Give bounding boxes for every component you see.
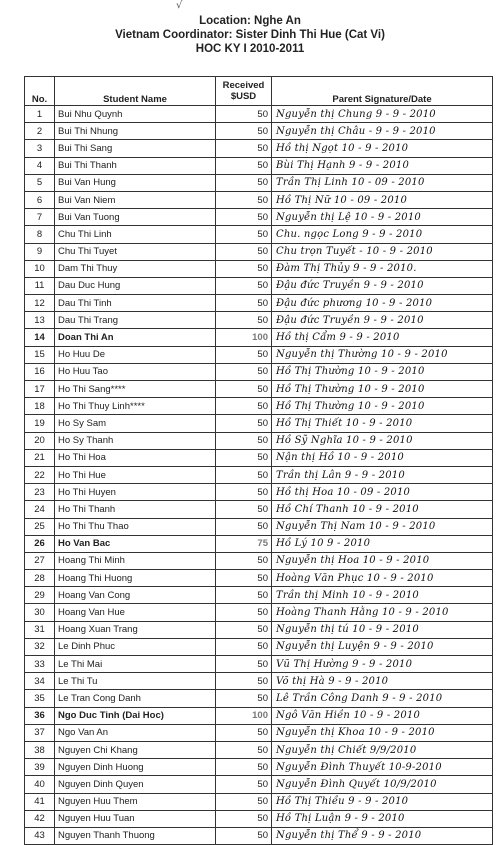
student-name: Chu Thi Tuyet [55, 243, 216, 260]
parent-signature: Nguyễn thị Châu - 9 - 9 - 2010 [272, 123, 493, 140]
row-number: 18 [25, 398, 55, 415]
parent-signature: Nguyễn thị Lệ 10 - 9 - 2010 [272, 209, 493, 226]
student-name: Bui Thi Sang [55, 140, 216, 157]
header-received-top: Received [222, 80, 265, 91]
received-amount: 50 [216, 724, 272, 741]
parent-signature: Nguyễn thị Chung 9 - 9 - 2010 [272, 106, 493, 123]
parent-signature: Chu. ngọc Long 9 - 9 - 2010 [272, 226, 493, 243]
parent-signature: Hồ Chí Thanh 10 - 9 - 2010 [272, 501, 493, 518]
row-number: 38 [25, 741, 55, 758]
received-amount: 50 [216, 381, 272, 398]
row-number: 35 [25, 690, 55, 707]
received-amount: 75 [216, 535, 272, 552]
table-row [25, 174, 493, 191]
received-amount: 50 [216, 810, 272, 827]
row-number: 1 [25, 106, 55, 123]
student-name: Dau Thi Trang [55, 312, 216, 329]
student-name: Ho Thi Thu Thao [55, 518, 216, 535]
row-number: 11 [25, 277, 55, 294]
table-row [25, 415, 493, 432]
table-row [25, 587, 493, 604]
student-name: Ho Thi Hue [55, 466, 216, 483]
received-amount: 50 [216, 209, 272, 226]
table-row [25, 209, 493, 226]
parent-signature: Nguyễn thị Thể 9 - 9 - 2010 [272, 827, 493, 844]
received-amount: 50 [216, 398, 272, 415]
student-name: Nguyen Chi Khang [55, 741, 216, 758]
table-row [25, 432, 493, 449]
table-row [25, 673, 493, 690]
student-name: Le Dinh Phuc [55, 638, 216, 655]
row-number: 22 [25, 466, 55, 483]
row-number: 40 [25, 776, 55, 793]
parent-signature: Hồ Thị Thiều 9 - 9 - 2010 [272, 793, 493, 810]
table-row [25, 604, 493, 621]
table-row [25, 381, 493, 398]
received-amount: 50 [216, 776, 272, 793]
received-amount: 50 [216, 157, 272, 174]
parent-signature: Đậu đức Truyền 9 - 9 - 2010 [272, 277, 493, 294]
table-header-row [25, 77, 493, 106]
tick-mark: √ [176, 0, 183, 11]
table-row [25, 243, 493, 260]
parent-signature: Hồ thị Hoa 10 - 09 - 2010 [272, 484, 493, 501]
parent-signature: Hồ Thị Thường 10 - 9 - 2010 [272, 363, 493, 380]
table-row [25, 363, 493, 380]
student-name: Hoang Thi Minh [55, 552, 216, 569]
received-amount: 50 [216, 415, 272, 432]
parent-signature: Vũ Thị Hường 9 - 9 - 2010 [272, 656, 493, 673]
header-no: No. [25, 77, 55, 106]
student-name: Nguyen Dinh Huong [55, 759, 216, 776]
parent-signature: Lê Trần Công Danh 9 - 9 - 2010 [272, 690, 493, 707]
student-name: Le Thi Tu [55, 673, 216, 690]
table-row [25, 346, 493, 363]
row-number: 43 [25, 827, 55, 844]
table-row [25, 157, 493, 174]
received-amount: 50 [216, 673, 272, 690]
student-name: Doan Thi An [55, 329, 216, 346]
document-header [0, 14, 500, 56]
table-row [25, 776, 493, 793]
received-amount: 50 [216, 484, 272, 501]
row-number: 12 [25, 295, 55, 312]
received-amount: 50 [216, 604, 272, 621]
table-row [25, 449, 493, 466]
table-row [25, 260, 493, 277]
received-amount: 50 [216, 759, 272, 776]
table-row [25, 638, 493, 655]
received-amount: 50 [216, 346, 272, 363]
row-number: 29 [25, 587, 55, 604]
received-amount: 50 [216, 656, 272, 673]
received-amount: 50 [216, 741, 272, 758]
student-name: Hoang Thi Huong [55, 570, 216, 587]
table-row [25, 484, 493, 501]
row-number: 19 [25, 415, 55, 432]
row-number: 24 [25, 501, 55, 518]
parent-signature: Nguyễn thị Chiết 9/9/2010 [272, 741, 493, 758]
student-name: Chu Thi Linh [55, 226, 216, 243]
table-row [25, 191, 493, 208]
parent-signature: Ngô Văn Hiền 10 - 9 - 2010 [272, 707, 493, 724]
row-number: 7 [25, 209, 55, 226]
row-number: 27 [25, 552, 55, 569]
parent-signature: Hồ Sỹ Nghĩa 10 - 9 - 2010 [272, 432, 493, 449]
student-name: Bui Van Hung [55, 174, 216, 191]
table-row [25, 518, 493, 535]
row-number: 17 [25, 381, 55, 398]
parent-signature: Nguyễn thị tú 10 - 9 - 2010 [272, 621, 493, 638]
table-row [25, 226, 493, 243]
student-name: Nguyen Thanh Thuong [55, 827, 216, 844]
parent-signature: Hồ Thị Thường 10 - 9 - 2010 [272, 398, 493, 415]
table-row [25, 827, 493, 844]
student-name: Bui Van Niem [55, 191, 216, 208]
received-amount: 50 [216, 363, 272, 380]
student-name: Ho Sy Sam [55, 415, 216, 432]
received-amount: 50 [216, 106, 272, 123]
table-row [25, 123, 493, 140]
table-row [25, 140, 493, 157]
student-name: Ngo Duc Tinh (Dai Hoc) [55, 707, 216, 724]
student-name: Ngo Van An [55, 724, 216, 741]
student-name: Bui Thi Thanh [55, 157, 216, 174]
row-number: 36 [25, 707, 55, 724]
table-row [25, 552, 493, 569]
table-row [25, 793, 493, 810]
parent-signature: Hồ Thị Thiết 10 - 9 - 2010 [272, 415, 493, 432]
parent-signature: Đàm Thị Thủy 9 - 9 - 2010. [272, 260, 493, 277]
table-row [25, 535, 493, 552]
table-row [25, 759, 493, 776]
header-received [216, 77, 272, 106]
student-name: Nguyen Dinh Quyen [55, 776, 216, 793]
parent-signature: Hồ Thị Thường 10 - 9 - 2010 [272, 381, 493, 398]
row-number: 2 [25, 123, 55, 140]
student-name: Hoang Van Cong [55, 587, 216, 604]
received-amount: 50 [216, 690, 272, 707]
student-name: Hoang Xuan Trang [55, 621, 216, 638]
parent-signature: Hồ thị Cẩm 9 - 9 - 2010 [272, 329, 493, 346]
parent-signature: Nguyễn thị Luyện 9 - 9 - 2010 [272, 638, 493, 655]
header-received-bottom: $USD [230, 91, 257, 102]
row-number: 28 [25, 570, 55, 587]
student-name: Hoang Van Hue [55, 604, 216, 621]
received-amount: 50 [216, 226, 272, 243]
row-number: 34 [25, 673, 55, 690]
row-number: 4 [25, 157, 55, 174]
parent-signature: Trần thị Minh 10 - 9 - 2010 [272, 587, 493, 604]
row-number: 26 [25, 535, 55, 552]
student-name: Ho Thi Thuy Linh**** [55, 398, 216, 415]
table-row [25, 690, 493, 707]
row-number: 33 [25, 656, 55, 673]
received-amount: 50 [216, 140, 272, 157]
student-name: Ho Thi Sang**** [55, 381, 216, 398]
received-amount: 50 [216, 827, 272, 844]
parent-signature: Hồ Thị Luận 9 - 9 - 2010 [272, 810, 493, 827]
parent-signature: Nận thị Hồ 10 - 9 - 2010 [272, 449, 493, 466]
student-name: Dau Duc Hung [55, 277, 216, 294]
received-amount: 50 [216, 312, 272, 329]
parent-signature: Hồ Lý 10 9 - 2010 [272, 535, 493, 552]
parent-signature: Đậu đức Truyền 9 - 9 - 2010 [272, 312, 493, 329]
term-heading: HOC KY I 2010-2011 [195, 43, 305, 55]
parent-signature: Trần Thị Linh 10 - 09 - 2010 [272, 174, 493, 191]
row-number: 16 [25, 363, 55, 380]
student-name: Dam Thi Thuy [55, 260, 216, 277]
row-number: 32 [25, 638, 55, 655]
row-number: 8 [25, 226, 55, 243]
parent-signature: Võ thị Hà 9 - 9 - 2010 [272, 673, 493, 690]
table-row [25, 570, 493, 587]
student-name: Ho Thi Huyen [55, 484, 216, 501]
student-name: Le Tran Cong Danh [55, 690, 216, 707]
row-number: 42 [25, 810, 55, 827]
parent-signature: Chu trọn Tuyết - 10 - 9 - 2010 [272, 243, 493, 260]
received-amount: 50 [216, 587, 272, 604]
row-number: 31 [25, 621, 55, 638]
parent-signature: Nguyễn thị Hoa 10 - 9 - 2010 [272, 552, 493, 569]
received-amount: 50 [216, 277, 272, 294]
row-number: 6 [25, 191, 55, 208]
student-name: Ho Huu Tao [55, 363, 216, 380]
table-row [25, 501, 493, 518]
received-amount: 50 [216, 260, 272, 277]
student-name: Ho Thi Thanh [55, 501, 216, 518]
parent-signature: Hoàng Văn Phục 10 - 9 - 2010 [272, 570, 493, 587]
received-amount: 100 [216, 707, 272, 724]
table-row [25, 656, 493, 673]
student-name: Bui Nhu Quynh [55, 106, 216, 123]
student-name: Ho Thi Hoa [55, 449, 216, 466]
row-number: 3 [25, 140, 55, 157]
row-number: 37 [25, 724, 55, 741]
parent-signature: Hồ thị Ngọt 10 - 9 - 2010 [272, 140, 493, 157]
parent-signature: Hoàng Thanh Hằng 10 - 9 - 2010 [272, 604, 493, 621]
table-row [25, 329, 493, 346]
received-amount: 50 [216, 621, 272, 638]
parent-signature: Nguyễn thị Thường 10 - 9 - 2010 [272, 346, 493, 363]
table-row [25, 707, 493, 724]
student-name: Bui Thi Nhung [55, 123, 216, 140]
student-name: Ho Huu De [55, 346, 216, 363]
received-amount: 50 [216, 191, 272, 208]
row-number: 23 [25, 484, 55, 501]
parent-signature: Trần thị Lân 9 - 9 - 2010 [272, 466, 493, 483]
coordinator-heading: Vietnam Coordinator: Sister Dinh Thi Hue (Cat Vi) [115, 29, 385, 41]
table-row [25, 106, 493, 123]
row-number: 25 [25, 518, 55, 535]
location-heading: Location: Nghe An [199, 15, 301, 27]
received-amount: 50 [216, 295, 272, 312]
received-amount: 50 [216, 174, 272, 191]
row-number: 10 [25, 260, 55, 277]
received-amount: 50 [216, 432, 272, 449]
received-amount: 50 [216, 466, 272, 483]
received-amount: 50 [216, 638, 272, 655]
student-name: Bui Van Tuong [55, 209, 216, 226]
table-row [25, 277, 493, 294]
student-name: Nguyen Huu Them [55, 793, 216, 810]
table-row [25, 398, 493, 415]
table-row [25, 621, 493, 638]
parent-signature: Bùi Thị Hạnh 9 - 9 - 2010 [272, 157, 493, 174]
parent-signature: Hồ Thị Nữ 10 - 09 - 2010 [272, 191, 493, 208]
parent-signature: Nguyễn Thị Nam 10 - 9 - 2010 [272, 518, 493, 535]
row-number: 41 [25, 793, 55, 810]
student-name: Dau Thi Tinh [55, 295, 216, 312]
row-number: 21 [25, 449, 55, 466]
row-number: 39 [25, 759, 55, 776]
student-name: Ho Sy Thanh [55, 432, 216, 449]
table-row [25, 724, 493, 741]
received-amount: 50 [216, 449, 272, 466]
table-row [25, 312, 493, 329]
received-amount: 50 [216, 570, 272, 587]
student-name: Le Thi Mai [55, 656, 216, 673]
row-number: 9 [25, 243, 55, 260]
table-body [25, 106, 493, 845]
row-number: 30 [25, 604, 55, 621]
parent-signature: Nguyễn thị Khoa 10 - 9 - 2010 [272, 724, 493, 741]
table-row [25, 810, 493, 827]
received-amount: 50 [216, 793, 272, 810]
row-number: 13 [25, 312, 55, 329]
row-number: 5 [25, 174, 55, 191]
parent-signature: Đậu đức phương 10 - 9 - 2010 [272, 295, 493, 312]
received-amount: 50 [216, 518, 272, 535]
table-row [25, 466, 493, 483]
student-name: Ho Van Bac [55, 535, 216, 552]
received-amount: 50 [216, 501, 272, 518]
table-row [25, 741, 493, 758]
received-amount: 50 [216, 123, 272, 140]
row-number: 20 [25, 432, 55, 449]
header-student-name: Student Name [55, 77, 216, 106]
header-parent-signature: Parent Signature/Date [272, 77, 493, 106]
received-amount: 50 [216, 552, 272, 569]
table-row [25, 295, 493, 312]
student-name: Nguyen Huu Tuan [55, 810, 216, 827]
received-amount: 100 [216, 329, 272, 346]
parent-signature: Nguyễn Đình Thuyết 10-9-2010 [272, 759, 493, 776]
parent-signature: Nguyễn Đình Quyết 10/9/2010 [272, 776, 493, 793]
row-number: 14 [25, 329, 55, 346]
received-amount: 50 [216, 243, 272, 260]
row-number: 15 [25, 346, 55, 363]
student-table [24, 76, 493, 845]
